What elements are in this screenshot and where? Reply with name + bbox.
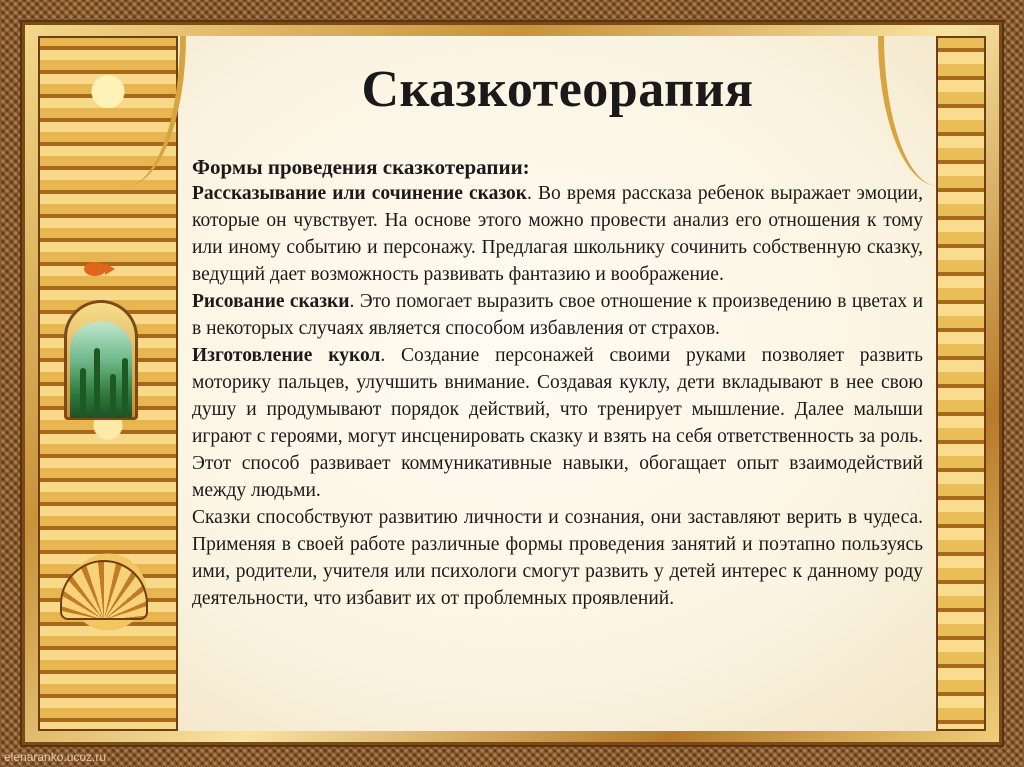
paragraph-conclusion [192,504,923,612]
aquarium-window-icon [70,322,132,418]
page-title: Сказкотеорапия [361,61,754,118]
paragraph-puppets [192,342,923,504]
paragraph-storytelling [192,180,923,288]
section-heading: Формы проведения сказкотерапии: [192,155,530,179]
paragraph-drawing [192,288,923,342]
paragraph-lead: Рисование сказки [192,291,350,312]
watermark: elenaranko.ucoz.ru [4,750,107,764]
slide-content [192,60,923,612]
goldfish-icon [84,262,106,276]
paragraph-text: . Во время рассказа ребенок выражает эмоции, которые он чувствует. На основе этого можно провести анализ его отношения к тому или иному событию и персонажу. Предлагая школьнику сочинить собственную сказку, ведущий дает возможность развивать фантазию и воображение. [192,183,923,285]
paragraph-lead: Рассказывание или сочинение сказок [192,183,528,204]
paragraph-lead: Изготовление кукол [192,345,381,366]
paragraph-text: . Создание персонажей своими руками позволяет развить моторику пальцев, улучшить внимание. Создавая куклу, дети вкладывают в нее свою душу и продумывают порядок действий, что тренирует мышление. Далее малыши играют с героями, могут инсценировать сказку и взять на себя ответственность за роль. Этот способ развивает коммуникативные навыки, обогащает опыт взаимодействий между людьми. [192,345,923,501]
paragraph-text: Сказки способствуют развитию личности и сознания, они заставляют верить в чудеса. Применяя в своей работе различные формы проведения занятий и поэтапно пользуясь ими, родители, учителя или психологи смогут развить у детей интерес к данному роду деятельности, что избавит их от проблемных проявлений. [192,507,923,609]
paragraph-text: . Это помогает выразить свое отношение к произведению в цветах и в некоторых случаях является способом избавления от страхов. [192,291,923,339]
